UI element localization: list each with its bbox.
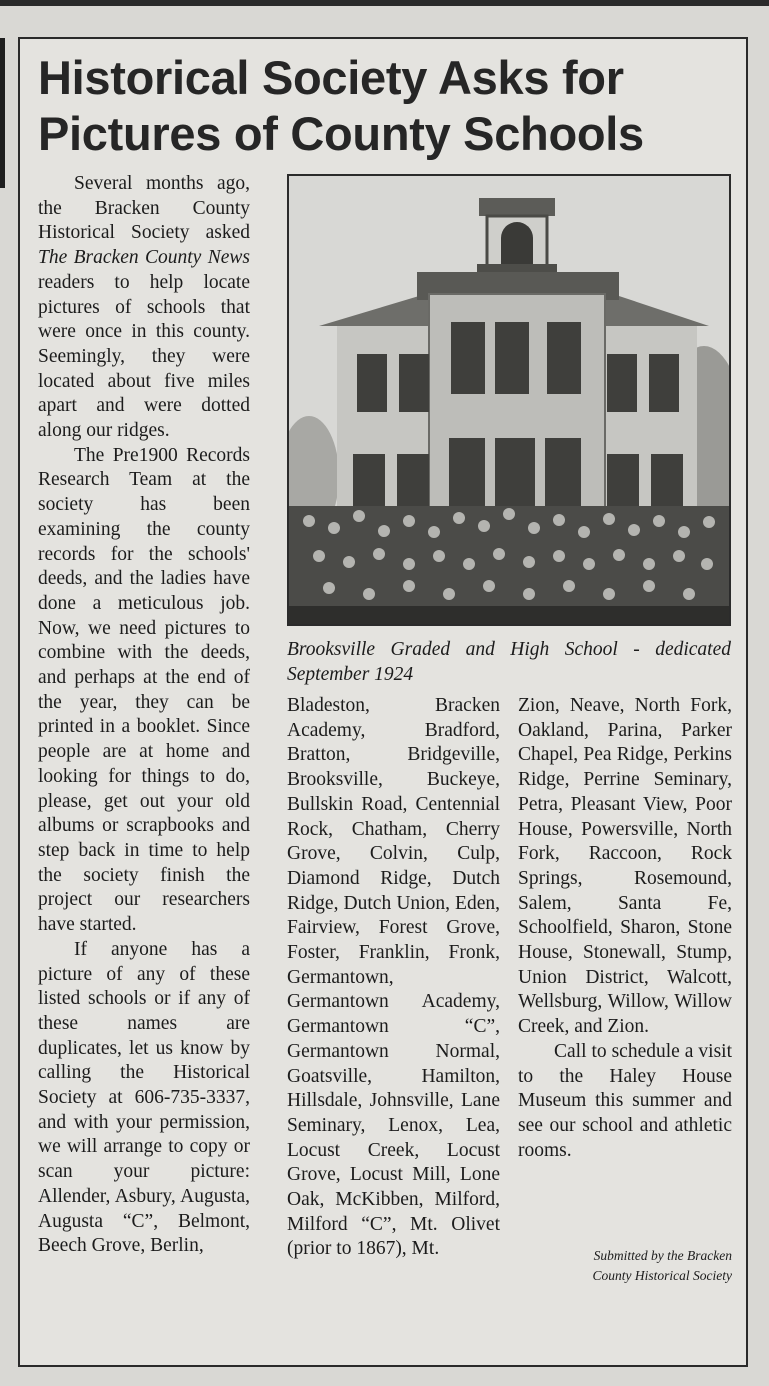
school-photo bbox=[287, 174, 731, 626]
page-edge-top bbox=[0, 0, 769, 6]
headline-line-2: Pictures of County Schools bbox=[38, 107, 644, 160]
paragraph-intro: Several months ago, the Bracken County Historical Society asked The Bracken County News readers to help locate pictures of schools that were once in this county. Seemingly, they were located about five miles apart and were dotted along our ridges. bbox=[38, 173, 250, 442]
headline-line-1: Historical Society Asks for bbox=[38, 51, 624, 104]
headline bbox=[38, 50, 738, 162]
column-3 bbox=[518, 694, 732, 1163]
column-1 bbox=[38, 172, 250, 1259]
photo-caption: Brooksville Graded and High School - dedicated September 1924 bbox=[287, 639, 731, 685]
column-2 bbox=[287, 694, 500, 1262]
school-list-part-1: Bladeston, Bracken Academy, Bradford, Bratton, Bridgeville, Brooksville, Buckeye, Bullskin Road, Centennial Rock, Chatham, Cherry Grove, Colvin, Culp, Diamond Ridge, Dutch Ridge, Dutch Union, Eden, Fairview, Forest Grove, Foster, Franklin, Fronk, Germantown, Germantown Academy, Germantown “C”, Germantown Normal, Goatsville, Hamilton, Hillsdale, Johnsville, Lane Seminary, Lenox, Lea, Locust Creek, Locust Grove, Locust Mill, Lone Oak, McKibben, Milford, Milford “C”, Mt. Olivet (prior to 1867), Mt. bbox=[287, 695, 500, 1260]
submission-credit: Submitted by the Bracken County Historical Society bbox=[592, 1248, 732, 1283]
school-building-illustration bbox=[289, 176, 729, 624]
paragraph-request: If anyone has a picture of any of these listed schools or if any of these names are duplicates, let us know by calling the Historical Society at 606-735-3337, and with your permission, we will arrange to copy or scan your picture: Allender, Asbury, Augusta, Augusta “C”, Belmont, Beech Grove, Berlin, bbox=[38, 938, 250, 1257]
paragraph-research: The Pre1900 Records Research Team at the society has been examining the county records for the schools' deeds, and the ladies have done a meticulous job. Now, we need pictures to combine with the deeds, and perhaps at the end of the year, they can be printed in a booklet. Since people are at home and looking for things to do, please, get out your old albums or scrapbooks and step back in time to help the society finish the project our researchers have started. bbox=[38, 444, 250, 936]
closing-paragraph: Call to schedule a visit to the Haley House Museum this summer and see our school and athletic rooms. bbox=[518, 1040, 732, 1161]
publication-name: The Bracken County News bbox=[38, 247, 250, 269]
school-list-part-2: Zion, Neave, North Fork, Oakland, Parina, Parker Chapel, Pea Ridge, Perkins Ridge, Perrine Seminary, Petra, Pleasant View, Poor House, Powersville, North Fork, Raccoon, Rock Springs, Rosemound, Salem, Santa Fe, Schoolfield, Sharon, Stone House, Stonewall, Stump, Union District, Walcott, Wellsburg, Willow, Willow Creek, and Zion. bbox=[518, 695, 732, 1038]
page-edge-left bbox=[0, 38, 5, 188]
